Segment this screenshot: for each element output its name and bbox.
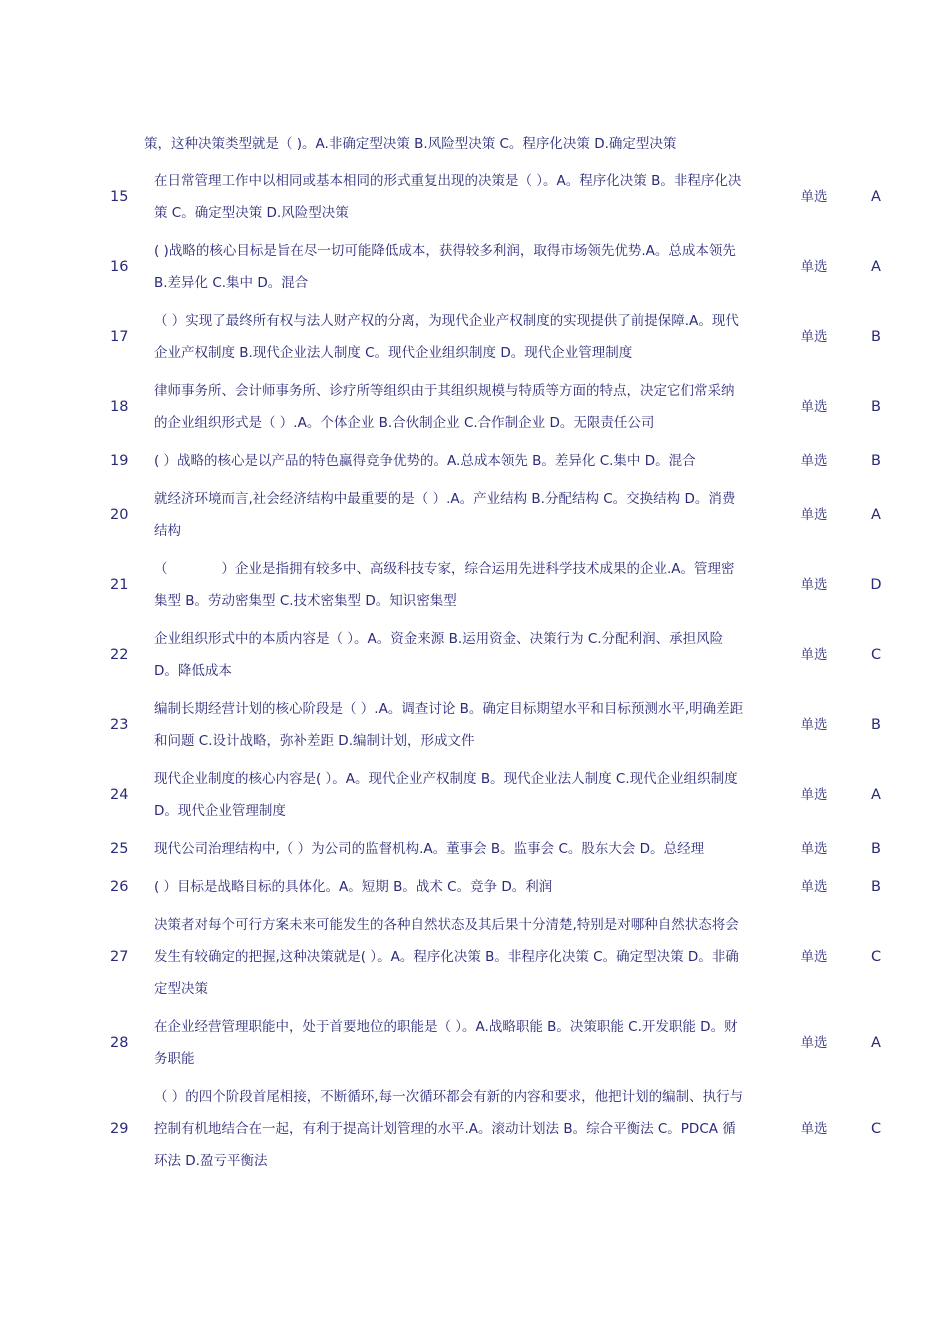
question-answer: B [871, 717, 881, 733]
question-text: 在企业经营管理职能中，处于首要地位的职能是（ ）。A.战略职能 B。决策职能 C.开发职能 D。财务职能 [154, 1019, 738, 1067]
question-type: 单选 [800, 841, 828, 857]
question-answer: D [870, 577, 882, 593]
question-type: 单选 [800, 1121, 828, 1137]
question-row [100, 162, 900, 232]
question-answer: A [871, 507, 881, 523]
question-number: 19 [110, 453, 129, 469]
question-answer: A [871, 189, 881, 205]
question-type: 单选 [800, 787, 828, 803]
question-answer: C [870, 1121, 882, 1137]
question-answer: B [871, 399, 881, 415]
question-number: 22 [110, 647, 129, 663]
question-row [100, 1008, 900, 1078]
question-answer: B [871, 879, 881, 895]
question-type: 单选 [800, 717, 828, 733]
question-type: 单选 [800, 879, 828, 895]
question-row [100, 302, 900, 372]
question-type: 单选 [800, 949, 828, 965]
question-number: 26 [110, 879, 129, 895]
question-row [100, 372, 900, 442]
question-table [100, 162, 900, 1180]
question-row [100, 1078, 900, 1180]
question-number: 20 [110, 507, 129, 523]
question-number: 25 [110, 841, 129, 857]
question-text: 就经济环境而言,社会经济结构中最重要的是（ ）.A。产业结构 B.分配结构 C。交换结构 D。消费结构 [154, 491, 736, 539]
question-row [100, 480, 900, 550]
question-number: 24 [110, 787, 129, 803]
question-text: ( ）目标是战略目标的具体化。A。短期 B。战术 C。竞争 D。利润 [154, 879, 553, 895]
question-type: 单选 [800, 1035, 828, 1051]
question-text: （ ）实现了最终所有权与法人财产权的分离，为现代企业产权制度的实现提供了前提保障.A。现代企业产权制度 B.现代企业法人制度 C。现代企业组织制度 D。现代企业管理制度 [154, 313, 739, 361]
question-type: 单选 [800, 189, 828, 205]
question-text: （ ）企业是指拥有较多中、高级科技专家，综合运用先进科学技术成果的企业.A。管理密集型 B。劳动密集型 C.技术密集型 D。知识密集型 [154, 561, 735, 609]
question-text: 企业组织形式中的本质内容是（ ）。A。资金来源 B.运用资金、决策行为 C.分配利润、承担风险 D。降低成本 [154, 631, 724, 679]
question-answer: C [870, 647, 882, 663]
question-type: 单选 [800, 453, 828, 469]
question-number: 15 [110, 189, 129, 205]
question-text: ( ）战略的核心是以产品的特色赢得竞争优势的。A.总成本领先 B。差异化 C.集中 D。混合 [154, 453, 696, 469]
question-row [100, 868, 900, 906]
question-answer: A [871, 787, 881, 803]
question-text: 现代公司治理结构中,（ ）为公司的监督机构.A。董事会 B。监事会 C。股东大会 D。总经理 [154, 841, 705, 857]
question-type: 单选 [800, 399, 828, 415]
question-number: 21 [110, 577, 129, 593]
question-type: 单选 [800, 577, 828, 593]
question-table-body [100, 162, 900, 1180]
question-row [100, 830, 900, 868]
question-answer: A [871, 259, 881, 275]
question-text: 决策者对每个可行方案未来可能发生的各种自然状态及其后果十分清楚,特别是对哪种自然状态将会发生有较确定的把握,这种决策就是( ）。A。程序化决策 B。非程序化决策 C。确定型决策 D。非确定型决策 [154, 917, 739, 997]
question-number: 16 [110, 259, 129, 275]
question-answer: B [871, 329, 881, 345]
question-row [100, 760, 900, 830]
question-row [100, 232, 900, 302]
question-text: 在日常管理工作中以相同或基本相同的形式重复出现的决策是（ ）。A。程序化决策 B。非程序化决策 C。确定型决策 D.风险型决策 [154, 173, 742, 221]
question-type: 单选 [800, 329, 828, 345]
question-row [100, 690, 900, 760]
question-number: 17 [110, 329, 129, 345]
question-row [100, 442, 900, 480]
question-answer: A [871, 1035, 881, 1051]
question-number: 27 [110, 949, 129, 965]
question-answer: C [870, 949, 882, 965]
question-row [100, 550, 900, 620]
question-number: 28 [110, 1035, 129, 1051]
question-text: 律师事务所、会计师事务所、诊疗所等组织由于其组织规模与特质等方面的特点，决定它们常采纳的企业组织形式是（ ）.A。个体企业 B.合伙制企业 C.合作制企业 D。无限责任公司 [154, 383, 735, 431]
question-answer: B [871, 841, 881, 857]
question-type: 单选 [800, 259, 828, 275]
continued-question-text: 策，这种决策类型就是（ )。A.非确定型决策 B.风险型决策 C。程序化决策 D.确定型决策 [144, 136, 677, 152]
question-row [100, 906, 900, 1008]
question-answer: B [871, 453, 881, 469]
question-number: 29 [110, 1121, 129, 1137]
question-row [100, 620, 900, 690]
question-text: 现代企业制度的核心内容是( ）。A。现代企业产权制度 B。现代企业法人制度 C.现代企业组织制度 D。现代企业管理制度 [154, 771, 738, 819]
question-text: （ ）的四个阶段首尾相接，不断循环,每一次循环都会有新的内容和要求，他把计划的编制、执行与控制有机地结合在一起，有利于提高计划管理的水平.A。滚动计划法 B。综合平衡法 C。PDCA 循环法 D.盈亏平衡法 [154, 1089, 744, 1169]
question-type: 单选 [800, 507, 828, 523]
question-text: 编制长期经营计划的核心阶段是（ ）.A。调查讨论 B。确定目标期望水平和目标预测水平,明确差距和问题 C.设计战略，弥补差距 D.编制计划，形成文件 [154, 701, 744, 749]
question-number: 23 [110, 717, 129, 733]
question-number: 18 [110, 399, 129, 415]
question-text: ( )战略的核心目标是旨在尽一切可能降低成本，获得较多利润，取得市场领先优势.A。总成本领先 B.差异化 C.集中 D。混合 [154, 243, 736, 291]
question-type: 单选 [800, 647, 828, 663]
